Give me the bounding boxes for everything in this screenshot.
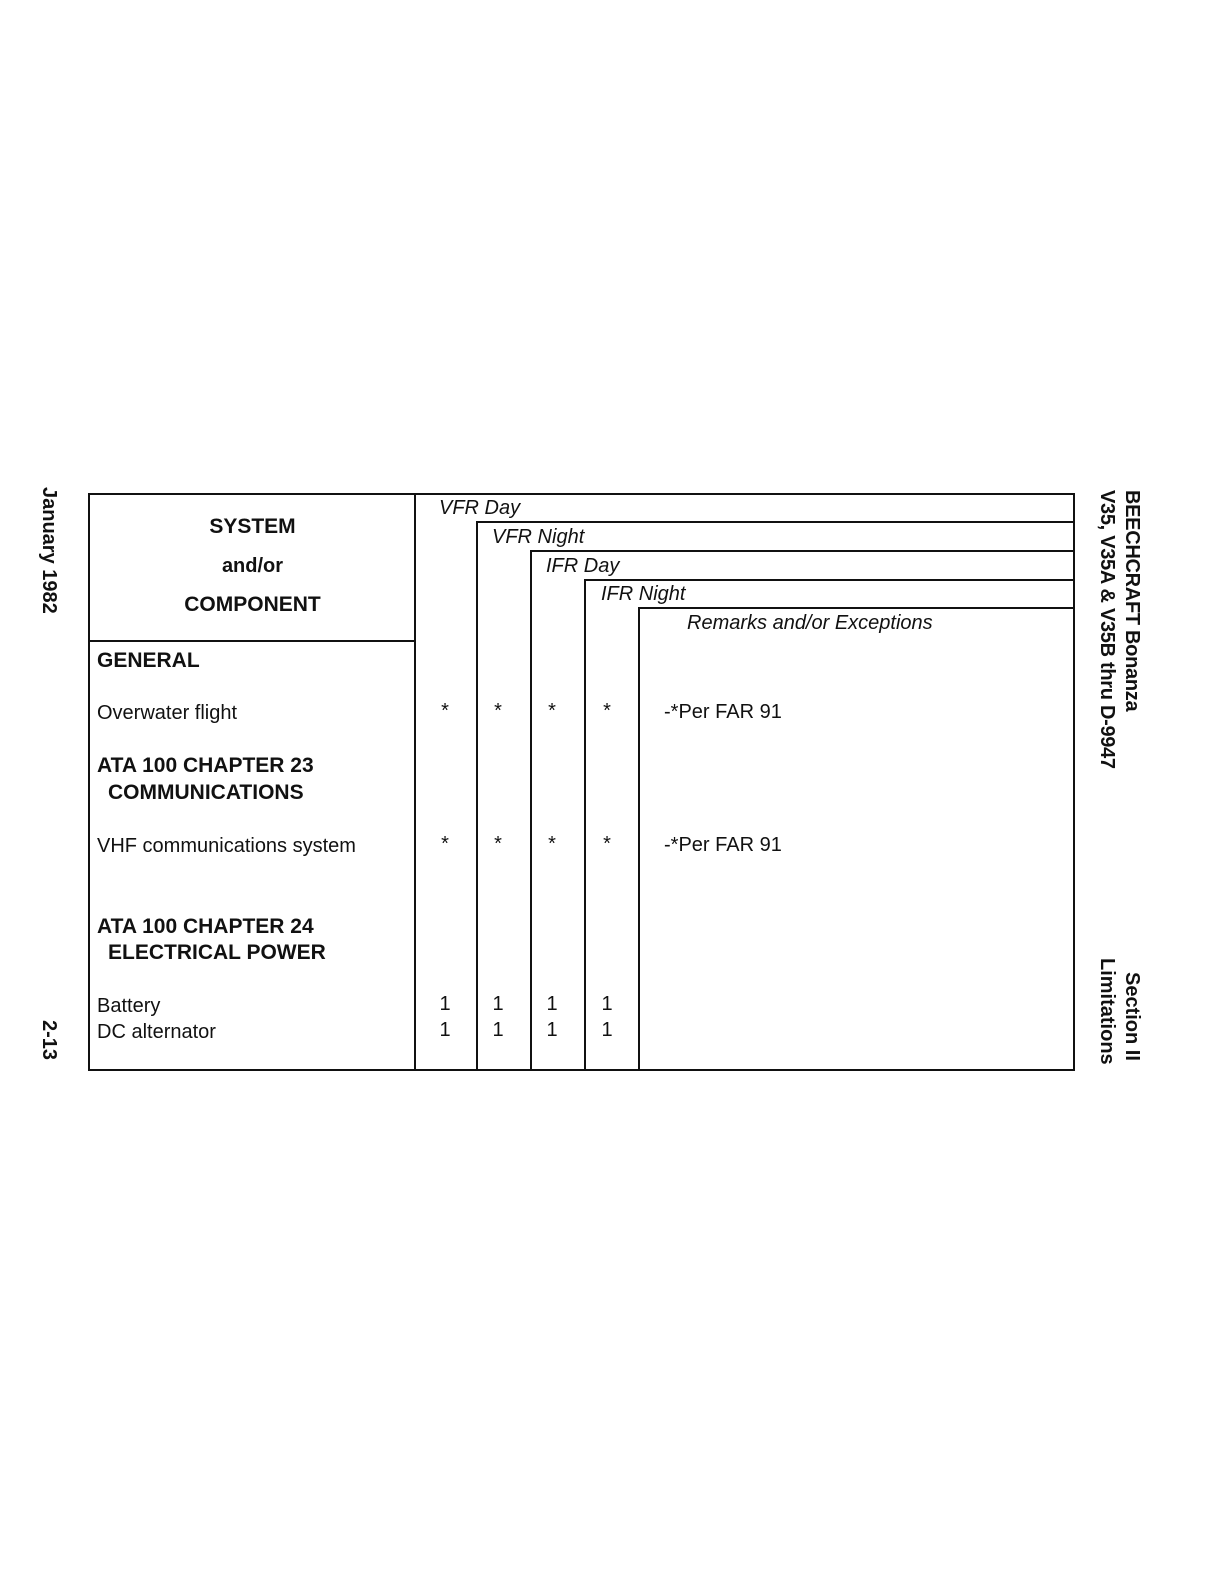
cell-remarks: -*Per FAR 91 — [664, 701, 782, 723]
column-header-ifr-day: IFR Day — [546, 555, 620, 577]
ifr-night-header-line — [584, 579, 1075, 581]
system-header: SYSTEM — [209, 515, 296, 538]
section-subtitle-electrical-power: ELECTRICAL POWER — [108, 941, 326, 964]
section-title-chapter-24: ATA 100 CHAPTER 24 — [97, 915, 314, 938]
cell-vfr-day: * — [441, 833, 449, 855]
cell-vfr-night: 1 — [492, 993, 504, 1015]
column-header-vfr-night: VFR Night — [492, 526, 585, 548]
row-item-label: Overwater flight — [97, 702, 238, 724]
document-date: January 1982 — [38, 487, 60, 614]
ifr-day-divider — [530, 550, 532, 1071]
page-number: 2-13 — [38, 1020, 60, 1061]
section-subtitle-communications: COMMUNICATIONS — [108, 781, 304, 804]
table-top-border — [88, 493, 1075, 495]
vfr-night-header-line — [476, 521, 1075, 523]
system-header-divider — [88, 640, 416, 642]
cell-vfr-day: 1 — [439, 993, 451, 1015]
column-header-vfr-day: VFR Day — [439, 497, 521, 519]
cell-ifr-day: * — [548, 833, 556, 855]
cell-ifr-day: 1 — [546, 1019, 558, 1041]
column-header-ifr-night: IFR Night — [601, 583, 686, 605]
manual-title-line1: BEECHCRAFT Bonanza — [1121, 490, 1143, 712]
ifr-night-divider — [584, 579, 586, 1071]
row-item-label: VHF communications system — [97, 835, 356, 857]
cell-ifr-night: 1 — [601, 1019, 613, 1041]
cell-vfr-day: * — [441, 700, 449, 722]
cell-vfr-night: * — [494, 833, 502, 855]
cell-remarks: -*Per FAR 91 — [664, 834, 782, 856]
remarks-header-line — [638, 607, 1075, 609]
system-column-divider — [414, 493, 416, 1071]
remarks-divider — [638, 607, 640, 1071]
table-bottom-border — [88, 1069, 1075, 1071]
component-header: COMPONENT — [184, 593, 321, 616]
cell-ifr-day: 1 — [546, 993, 558, 1015]
column-header-remarks: Remarks and/or Exceptions — [687, 612, 933, 634]
row-item-label: DC alternator — [97, 1021, 216, 1043]
system-header-and-or: and/or — [221, 555, 284, 577]
vfr-night-divider — [476, 521, 478, 1071]
section-title: Limitations — [1096, 958, 1118, 1065]
section-title-chapter-23: ATA 100 CHAPTER 23 — [97, 754, 314, 777]
cell-vfr-day: 1 — [439, 1019, 451, 1041]
cell-ifr-night: * — [603, 833, 611, 855]
manual-title-line2: V35, V35A & V35B thru D-9947 — [1096, 490, 1118, 769]
ifr-day-header-line — [530, 550, 1075, 552]
cell-ifr-day: * — [548, 700, 556, 722]
cell-vfr-night: * — [494, 700, 502, 722]
cell-ifr-night: * — [603, 700, 611, 722]
cell-vfr-night: 1 — [492, 1019, 504, 1041]
section-title-general: GENERAL — [97, 649, 200, 672]
table-left-border — [88, 493, 90, 1071]
row-item-label: Battery — [97, 995, 161, 1017]
cell-ifr-night: 1 — [601, 993, 613, 1015]
section-number: Section II — [1121, 972, 1143, 1061]
